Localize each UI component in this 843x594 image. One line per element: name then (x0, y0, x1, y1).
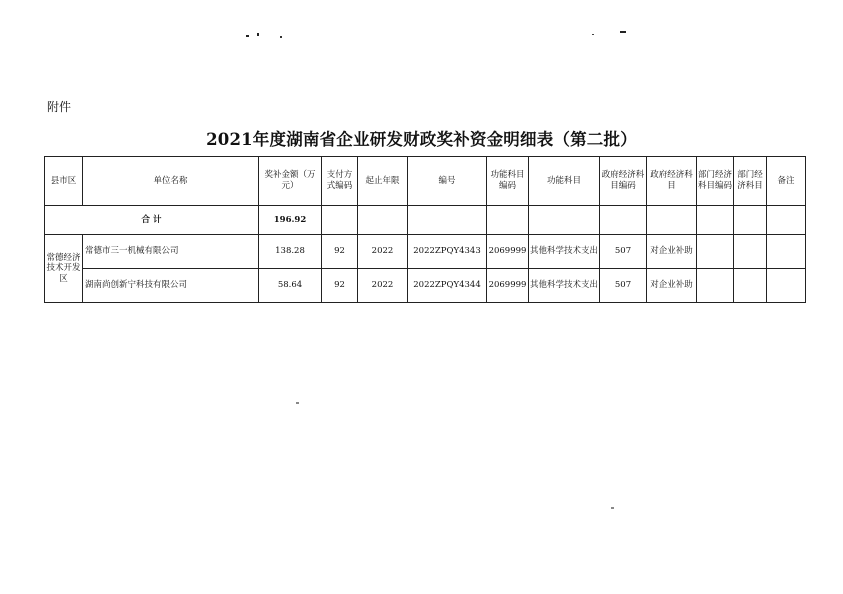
row-gov-econ-code: 507 (600, 269, 647, 303)
header-payment-code: 支付方式编码 (322, 157, 358, 206)
header-remark: 备注 (767, 157, 806, 206)
subsidy-detail-table (44, 156, 806, 303)
total-empty-cell (697, 206, 734, 235)
row-payment-code: 92 (322, 235, 358, 269)
total-amount: 196.92 (259, 206, 322, 235)
table-row (45, 235, 806, 269)
header-doc-number: 编号 (408, 157, 487, 206)
total-empty-cell (734, 206, 767, 235)
row-gov-econ-code: 507 (600, 235, 647, 269)
total-row (45, 206, 806, 235)
table-header-row (45, 157, 806, 206)
page-title: 2021年度湖南省企业研发财政奖补资金明细表（第二批） (206, 130, 637, 149)
total-empty-cell (647, 206, 697, 235)
header-year-range: 起止年限 (358, 157, 408, 206)
row-year-range: 2022 (358, 235, 408, 269)
row-doc-number: 2022ZPQY4343 (408, 235, 487, 269)
total-empty-cell (408, 206, 487, 235)
header-dept-econ-code: 部门经济科目编码 (697, 157, 734, 206)
row-unit-name: 常德市三一机械有限公司 (83, 235, 259, 269)
row-func-code: 2069999 (487, 235, 529, 269)
row-amount: 58.64 (259, 269, 322, 303)
total-empty-cell (600, 206, 647, 235)
row-county: 常德经济技术开发区 (45, 235, 83, 303)
header-func-subject: 功能科目 (529, 157, 600, 206)
header-amount: 奖补金额（万元） (259, 157, 322, 206)
annex-label: 附件 (47, 100, 72, 114)
total-empty-cell (529, 206, 600, 235)
row-remark (767, 269, 806, 303)
row-unit-name: 湖南尚创新宁科技有限公司 (83, 269, 259, 303)
header-dept-econ-subject: 部门经济科目 (734, 157, 767, 206)
row-dept-econ-subject (734, 235, 767, 269)
row-func-subject: 其他科学技术支出 (529, 269, 600, 303)
row-doc-number: 2022ZPQY4344 (408, 269, 487, 303)
row-remark (767, 235, 806, 269)
row-gov-econ-subject: 对企业补助 (647, 235, 697, 269)
total-empty-cell (767, 206, 806, 235)
total-empty-cell (487, 206, 529, 235)
header-unit-name: 单位名称 (83, 157, 259, 206)
table-row (45, 269, 806, 303)
header-gov-econ-subject: 政府经济科目 (647, 157, 697, 206)
row-func-subject: 其他科学技术支出 (529, 235, 600, 269)
row-gov-econ-subject: 对企业补助 (647, 269, 697, 303)
row-func-code: 2069999 (487, 269, 529, 303)
row-year-range: 2022 (358, 269, 408, 303)
header-gov-econ-code: 政府经济科目编码 (600, 157, 647, 206)
row-dept-econ-code (697, 269, 734, 303)
header-county: 县市区 (45, 157, 83, 206)
header-func-code: 功能科目编码 (487, 157, 529, 206)
total-empty-cell (322, 206, 358, 235)
row-dept-econ-code (697, 235, 734, 269)
row-payment-code: 92 (322, 269, 358, 303)
row-amount: 138.28 (259, 235, 322, 269)
total-empty-cell (358, 206, 408, 235)
total-label: 合 计 (45, 206, 259, 235)
row-dept-econ-subject (734, 269, 767, 303)
